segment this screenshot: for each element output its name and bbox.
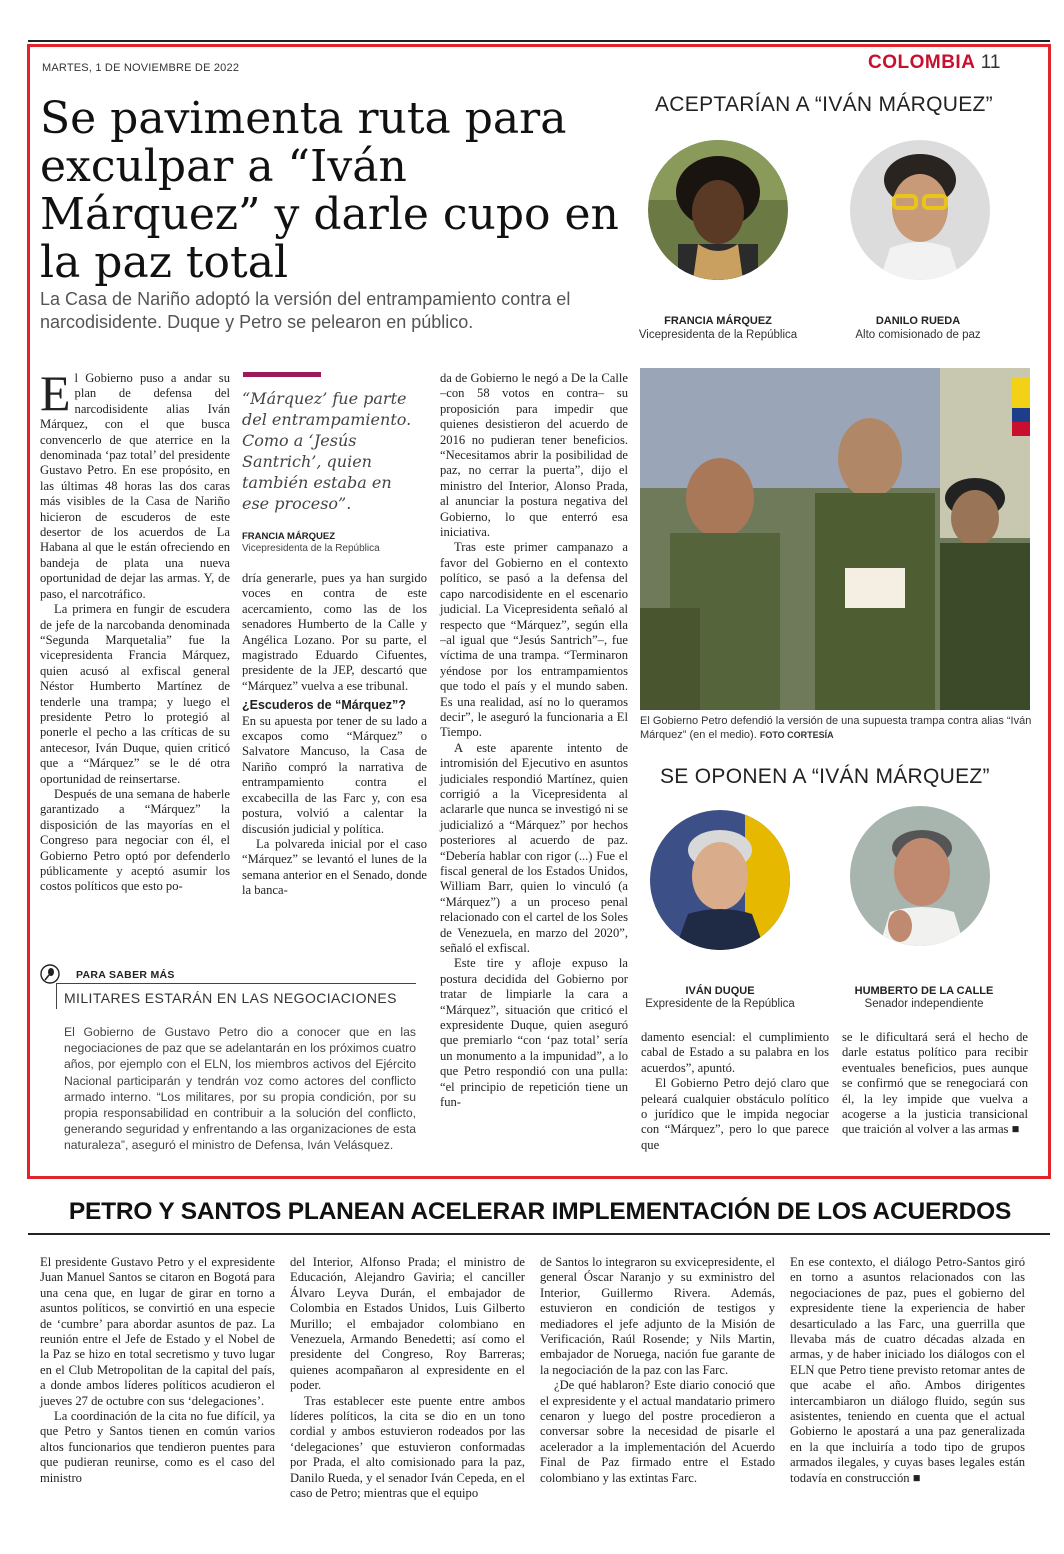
paragraph: damento esencial: el cumplimiento cabal de Estado a su palabra en los acuerdos”, apuntó. (641, 1030, 829, 1075)
person-name: IVÁN DUQUE (685, 985, 755, 997)
quote-accent-bar (243, 372, 321, 377)
person-role: Alto comisionado de paz (855, 329, 981, 341)
article-column-5 (842, 1030, 1028, 1165)
paragraph: En ese contexto, el diálogo Petro-Santos giró en torno a asuntos relacionados con las negociaciones de paz, pues el gobierno del expresidente tiene la experiencia de haber desarticulado a las Farc, una guerrilla que llevaba más de cuatro décadas alzada en armas, y de haber iniciado los diálogos con el ELN que Petro tiene previsto retomar antes de que acabe el año. Ambos dirigentes intercambiaron un diálogo fluido, según sus asistentes, teniendo en cuenta que el actual Gobierno le apostará a una paz generalizada en la que incluiría a todo tipo de grupos armados ilegales, y cuyas bases legales están todavía en construcción ■ (790, 1255, 1025, 1485)
person-name: HUMBERTO DE LA CALLE (854, 985, 994, 997)
paragraph: dría generarle, pues ya han surgido voces en contra de este acercamiento, como las de los senadores Humberto de la Calle y Angélica Lozano. Por su parte, el magistrado Eduardo Cifuentes, presidente de la JEP, descartó que “Márquez” vuelva a ese tribunal. (242, 571, 427, 693)
photo-credit: FOTO CORTESÍA (759, 730, 834, 740)
microphone-icon (40, 964, 60, 984)
person-role: Vicepresidenta de la República (638, 329, 798, 341)
se-oponen-title: SE OPONEN A “IVÁN MÁRQUEZ” (660, 765, 990, 788)
second-article-column-3 (540, 1255, 775, 1545)
second-article-column-1 (40, 1255, 275, 1545)
sidebar-body: El Gobierno de Gustavo Petro dio a conocer que en las negociaciones de paz que se adelantarán en los próximos cuatro años, por ejemplo con el ELN, los miembros activos del Ejército Nacional participarán y tendrán voz como actores del conflicto armado interno. “Los militares, por su propia condición, por su propia responsabilidad en contribuir a la solución del conflicto, generando seguridad y enfrentando a las organizaciones de esta naturaleza”, aseguró el ministro de Defensa, Iván Velásquez. (64, 1025, 416, 1153)
pull-quote: “Márquez’ fue parte del entrampamiento. Como a ‘Jesús Santrich’, quien también estaba en ese proceso”. (242, 389, 412, 513)
main-photo (640, 368, 1030, 710)
paragraph: ¿De qué hablaron? Este diario conoció que el expresidente y el actual mandatario primero cenaron y luego del postre procedieron a conversar sobre la necesidad de pisarle el acelerador a la implementación del Acuerdo Final de Paz firmado entre el Estado colombiano y las extintas Farc. (540, 1378, 775, 1485)
paragraph: l Gobierno puso a andar su plan de defensa del narcodisidente alias Iván Márquez, con el que busca convencerlo de que aterrice en la denominada ‘paz total’ del presidente Gustavo Petro. En ese propósito, en las últimas 48 horas las dos caras más visibles de la Casa de Nariño hicieron de escuderos de este desertor de los acuerdos de La Habana al que le están ofreciendo en bandeja de plata una nueva oportunidad de dejar las armas. Y, de paso, el narcotráfico. (40, 371, 230, 601)
second-article-column-4 (790, 1255, 1025, 1545)
paragraph: da de Gobierno le negó a De la Calle –con 58 votos en contra– su proposición para impedir que quienes desistieron del acuerdo de 2016 no pudieran tener beneficios. “Necesitamos abrir la posibilidad de paz, no cerrar la puerta”, dijo el ministro del Interior, Alonso Prada, al anunciar la postura negativa del Gobierno, lo que enterró esa iniciativa. (440, 371, 628, 540)
page-date: MARTES, 1 DE NOVIEMBRE DE 2022 (42, 62, 240, 74)
paragraph: de Santos lo integraron su exvicepresidente, el general Óscar Naranjo y su exministro del Interior, Guillermo Rivera. Además, estuvieron en condición de testigos y mediadores el jefe adjunto de la Misión de Verificación, Raúl Rosende; y Nils Martin, embajador de Noruega, nación fue garante de la negociación de la paz con las Farc. (540, 1255, 775, 1377)
paragraph: La coordinación de la cita no fue difícil, ya que Petro y Santos tienen en común varios altos funcionarios que tendieron puentes para que pudieran reunirse, como es el caso del ministro (40, 1409, 275, 1485)
paragraph: La primera en fungir de escudera de jefe de la narcobanda denominada “Segunda Marquetalia” fue la vicepresidenta Francia Márquez, quien acusó al exfiscal general Néstor Humberto Martínez de tenderle una trampa; y luego el presidente Petro lo protegió al ponerle el pecho a las críticas de su antecesor, Iván Duque, quien criticó que a “Márquez” se le dé otra oportunidad de reinsertarse. (40, 602, 230, 786)
section-name: COLOMBIA (868, 52, 976, 73)
paragraph: Este tire y afloje expuso la postura decidida del Gobierno por tratar de limpiarle la cara a “Márquez”, situación que criticó el expresidente Duque, quien aseguró que premiarlo “con ‘paz total’ sería un monumento a la impunidad”, a lo que Petro respondió con una pulla: “el principio de repetición tiene un fun- (440, 956, 628, 1110)
portrait-ivan-duque (650, 810, 790, 950)
paragraph: del Interior, Alfonso Prada; el ministro de Educación, Alejandro Gaviria; el canciller Álvaro Leyva Durán, el embajador de Colombia en Estados Unidos, Luis Gilberto Murillo; el embajador colombiano en Venezuela, Armando Benedetti; así como el presidente del Congreso, Roy Barreras; quienes acompañaron al expresidente en el poder. (290, 1255, 525, 1393)
paragraph: El presidente Gustavo Petro y el expresidente Juan Manuel Santos se citaron en Bogotá para una cena que, en lugar de girar en torno a asuntos políticos, se convirtió en una especie de ‘cumbre’ para abordar asuntos de paz. La reunión entre el Jefe de Estado y el Nobel de la Paz se hizo en total secretismo y tuvo lugar en el Club Metropolitan de la capital del país, a donde ambos líderes políticos acudieron el jueves 27 de octubre con sus ‘delegaciones’. (40, 1255, 275, 1408)
person-role: Expresidente de la República (645, 998, 795, 1010)
person-role: Senador independiente (864, 998, 984, 1010)
headline: Se pavimenta ruta para exculpar a “Iván Márquez” y darle cupo en la paz total (40, 93, 619, 288)
subheadline: La Casa de Nariño adoptó la versión del entrampamiento contra el narcodisidente. Duque y Petro se pelearon en público. (40, 289, 571, 332)
top-rule (28, 40, 1050, 42)
paragraph: Después de una semana de haberle garantizado a “Márquez” la disposición de las mayorías en el Congreso para negociar con él, el Gobierno Petro optó por defenderlo públicamente y aceptó asumir los costos políticos que esto po- (40, 786, 230, 894)
portrait-danilo-rueda (850, 140, 990, 280)
paragraph: se le dificultará será el hecho de darle estatus político para recibir eventuales beneficios, pues aunque se confirmó que se renegociará con él, la ley impide que vuelva a acogerse a la justicia transicional que traición al volver a las armas ■ (842, 1030, 1028, 1137)
paragraph: Tras este primer campanazo a favor del Gobierno en el contexto político, se pasó a la defensa del capo narcodisidente en el escenario judicial. La Vicepresidenta señaló al respecto que “Márquez”, según ella –al igual que “Jesús Santrich”–, fue víctima de una trampa. “Terminaron yéndose por los entrampamientos que todo el país y el mundo saben. Es una realidad, así no lo queramos decir”, le aseguró la funcionaria a El Tiempo. (440, 540, 628, 740)
subheading: ¿Escuderos de “Márquez”? (242, 698, 406, 713)
paragraph: La polvareda inicial por el caso “Márquez” se levantó el lunes de la semana anterior en el Senado, donde la banca- (242, 836, 427, 898)
quote-author: FRANCIA MÁRQUEZ (242, 531, 336, 542)
person-name: FRANCIA MÁRQUEZ (664, 315, 772, 327)
sidebar-title: MILITARES ESTARÁN EN LAS NEGOCIACIONES (64, 990, 397, 1006)
photo-caption (640, 714, 1040, 742)
second-article-title: PETRO Y SANTOS PLANEAN ACELERAR IMPLEMENTACIÓN DE LOS ACUERDOS (68, 1198, 1012, 1225)
page-number: 11 (980, 52, 1001, 73)
paragraph: A este aparente intento de intromisión del Ejecutivo en asuntos judiciales respondió Martínez, quien corrigió a la Vicepresidenta al aclararle que nunca se investigó ni se judicializó a “Márquez” por hechos posteriores al acuerdo de paz. “Debería hablar con rigor (...) Fue el fiscal general de los Estados Unidos, William Barr, quien lo vinculó (a “Márquez”) a un proceso penal relacionado con el cartel de los Soles de Venezuela, en marzo del 2020”, señaló el exfiscal. (440, 740, 628, 956)
article-column-3 (440, 371, 628, 1161)
second-article-column-2 (290, 1255, 525, 1545)
portrait-humberto-de-la-calle (850, 806, 990, 946)
article-column-1: El Gobierno puso a andar su plan de defensa del narcodisidente alias Iván Márquez, con el que busca convencerlo de que aterrice en la denominada ‘paz total’ del presidente Gustavo Petro. En ese propósito, en las últimas 48 horas las dos caras más visibles de la Casa de Nariño hicieron de escuderos de este desertor de los acuerdos de La Habana al que le están ofreciendo en bandeja de plata una nueva oportunidad de dejar las armas. Y, de paso, el narcotráfico. La primera en fungir de escudera de jefe de la narcobanda denominada “Segunda Marquetalia” fue la vicepresidenta Francia Márquez, quien acusó al exfiscal general Néstor Humberto Martínez de tenderle una trampa; y luego el presidente Petro lo protegió al ponerle el pecho a las críticas de su antecesor, Iván Duque, quien criticó que a “Márquez” se le dé otra oportunidad de reinsertarse. Después de una semana de haberle garantizado a “Márquez” la disposición de las mayorías en el Congreso para negociar con él, el Gobierno Petro optó por defenderlo públicamente y aceptó asumir los costos políticos que esto po- (40, 365, 230, 894)
person-name: DANILO RUEDA (875, 315, 961, 327)
section-header (868, 52, 1000, 74)
paragraph: En su apuesta por tener de su lado a excapos como “Márquez” o Salvatore Mancuso, la Casa de Nariño compró la narrativa de entrampamiento contra el excabecilla de las Farc y, con esa postura, volvió a calentar la discusión judicial y política. (242, 713, 427, 836)
quote-role: Vicepresidenta de la República (242, 543, 380, 554)
portrait-francia-marquez (648, 140, 788, 280)
title-rule (28, 1233, 1050, 1235)
paragraph: El Gobierno Petro dejó claro que peleará cualquier obstáculo político o jurídico que le impida negociar con “Márquez”, pero lo que parece que (641, 1076, 829, 1152)
article-column-2 (242, 571, 427, 941)
caption-text: El Gobierno Petro defendió la versión de una supuesta trampa contra alias “Iván Márquez” (en el medio). (640, 715, 1032, 741)
article-column-4 (641, 1030, 829, 1165)
sidebar-label: PARA SABER MÁS (76, 969, 175, 981)
aceptarian-title: ACEPTARÍAN A “IVÁN MÁRQUEZ” (655, 93, 993, 116)
paragraph: Tras establecer este puente entre ambos líderes políticos, la cita se dio en un tono cordial y ambos estuvieron rodeados por las ‘delegaciones’ que estuvieron conformadas por Prada, el alto comisionado para la paz, Danilo Rueda, y el senador Iván Cepeda, en el caso de Petro; mientras que el equipo (290, 1393, 525, 1501)
